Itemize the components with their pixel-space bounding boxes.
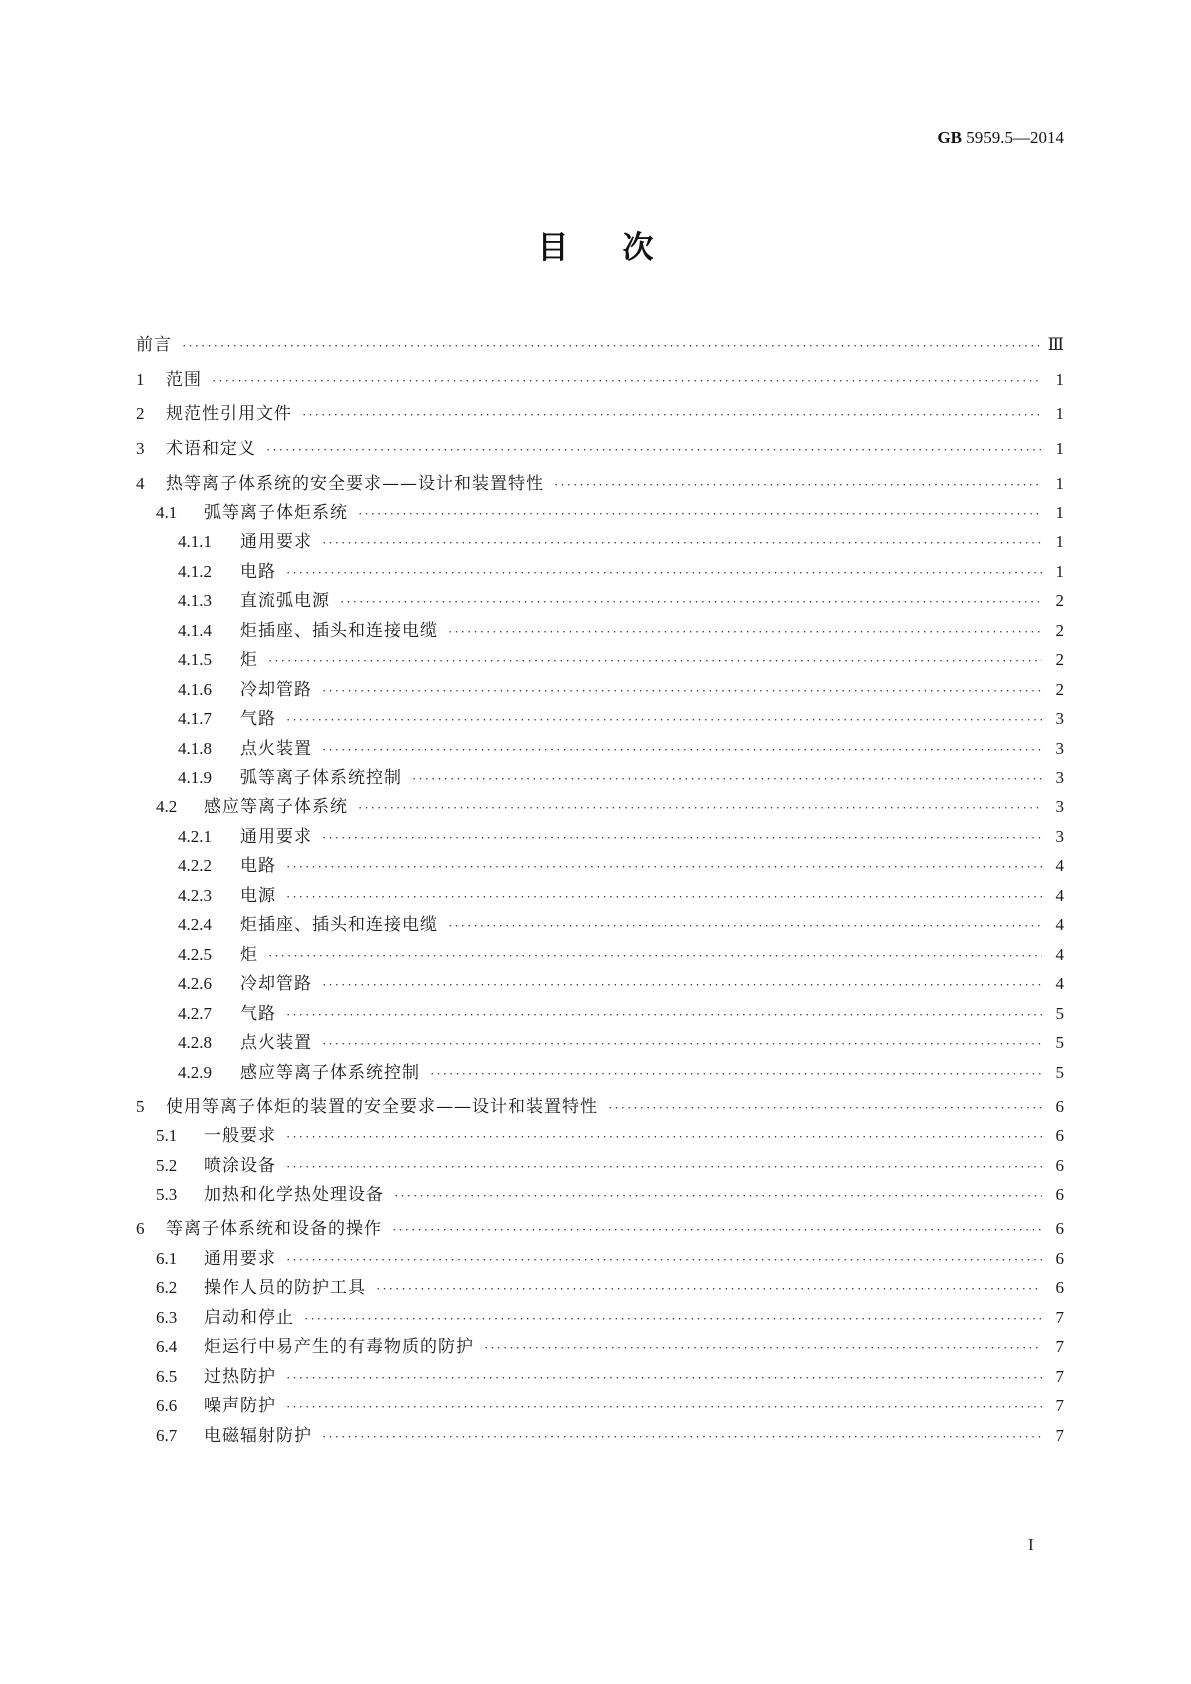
toc-entry-label: 通用要求 — [240, 827, 312, 847]
toc-entry-label: 使用等离子体炬的装置的安全要求——设计和装置特性 — [166, 1097, 598, 1117]
toc-entry-page: 3 — [1055, 739, 1064, 758]
toc-entry-number: 4.1.6 — [178, 680, 212, 699]
toc-leader-dots — [412, 771, 1042, 787]
toc-entry-number: 3 — [136, 439, 145, 458]
page-title: 目次 — [537, 230, 708, 266]
toc-entry-number: 4.2.7 — [178, 1004, 212, 1023]
toc-entry-label: 炬插座、插头和连接电缆 — [240, 621, 438, 641]
toc-leader-dots — [304, 1311, 1042, 1327]
toc-leader-dots — [268, 948, 1042, 964]
toc-leader-dots — [322, 1429, 1042, 1445]
toc-entry[interactable] — [136, 1244, 1064, 1272]
toc-entry-page: 4 — [1055, 915, 1064, 934]
toc-entry-label: 范围 — [166, 370, 202, 390]
toc-entry-label: 直流弧电源 — [240, 591, 330, 611]
toc-entry-number: 4.2.4 — [178, 915, 212, 934]
toc-entry-page: 4 — [1055, 886, 1064, 905]
toc-entry[interactable] — [136, 910, 1064, 938]
toc-entry[interactable] — [136, 434, 1064, 462]
toc-entry-page: 1 — [1055, 404, 1064, 423]
toc-entry[interactable] — [136, 1058, 1064, 1086]
toc-entry-page: 7 — [1055, 1367, 1064, 1386]
toc-entry-number: 5 — [136, 1097, 145, 1116]
toc-entry-label: 启动和停止 — [204, 1308, 294, 1328]
toc-entry-number: 6.7 — [156, 1426, 178, 1445]
toc-leader-dots — [322, 977, 1042, 993]
toc-entry[interactable] — [136, 1214, 1064, 1242]
toc-leader-dots — [554, 477, 1042, 493]
toc-leader-dots — [286, 1129, 1042, 1145]
toc-entry-page: 2 — [1055, 650, 1064, 669]
toc-entry-page: 6 — [1055, 1185, 1064, 1204]
toc-entry-label: 感应等离子体系统控制 — [240, 1063, 420, 1083]
toc-leader-dots — [286, 1159, 1042, 1175]
toc-leader-dots — [302, 407, 1042, 423]
toc-entry-label: 气路 — [240, 709, 276, 729]
toc-entry-page: 6 — [1055, 1126, 1064, 1145]
toc-entry[interactable] — [136, 704, 1064, 732]
toc-entry-label: 炬 — [240, 945, 258, 965]
toc-entry-label: 噪声防护 — [204, 1396, 276, 1416]
page-number: I — [1028, 1535, 1034, 1554]
toc-entry-page: 1 — [1055, 562, 1064, 581]
toc-entry-page: 7 — [1055, 1396, 1064, 1415]
toc-entry-number: 5.3 — [156, 1185, 178, 1204]
toc-entry-page: 1 — [1055, 370, 1064, 389]
toc-entry[interactable] — [136, 1151, 1064, 1179]
toc-entry[interactable] — [136, 1092, 1064, 1120]
toc-leader-dots — [266, 442, 1042, 458]
toc-leader-dots — [448, 918, 1042, 934]
toc-entry-number: 4.1 — [156, 503, 178, 522]
toc-leader-dots — [608, 1100, 1042, 1116]
toc-leader-dots — [340, 594, 1042, 610]
toc-entry-number: 4.1.8 — [178, 739, 212, 758]
toc-entry-label: 通用要求 — [204, 1249, 276, 1269]
toc-entry-label: 气路 — [240, 1004, 276, 1024]
toc-leader-dots — [286, 1399, 1042, 1415]
toc-entry-page: 6 — [1055, 1219, 1064, 1238]
toc-entry-page: 2 — [1055, 680, 1064, 699]
toc-entry[interactable] — [136, 792, 1064, 820]
toc-entry[interactable] — [136, 1028, 1064, 1056]
toc-leader-dots — [286, 1252, 1042, 1268]
toc-entry-label: 电源 — [240, 886, 276, 906]
toc-leader-dots — [394, 1188, 1042, 1204]
toc-entry-number: 6.4 — [156, 1337, 178, 1356]
toc-entry[interactable] — [136, 999, 1064, 1027]
toc-entry-number: 4.2 — [156, 797, 178, 816]
toc-entry-page: 7 — [1055, 1337, 1064, 1356]
toc-leader-dots — [286, 1370, 1042, 1386]
toc-entry-page: 5 — [1055, 1004, 1064, 1023]
standard-prefix: GB — [937, 128, 962, 147]
toc-leader-dots — [392, 1222, 1042, 1238]
toc-entry-page: 6 — [1055, 1249, 1064, 1268]
toc-entry-page: 1 — [1055, 532, 1064, 551]
toc-entry-number: 6.1 — [156, 1249, 178, 1268]
toc-entry-number: 4.1.5 — [178, 650, 212, 669]
toc-entry-number: 4.1.7 — [178, 709, 212, 728]
toc-entry[interactable] — [136, 1362, 1064, 1390]
toc-entry[interactable] — [136, 734, 1064, 762]
toc-entry-number: 6.2 — [156, 1278, 178, 1297]
toc-entry-number: 4.2.1 — [178, 827, 212, 846]
toc-entry-label: 一般要求 — [204, 1126, 276, 1146]
toc-entry[interactable] — [136, 969, 1064, 997]
toc-entry-number: 4.1.4 — [178, 621, 212, 640]
toc-leader-dots — [358, 800, 1042, 816]
toc-entry-page: 3 — [1055, 827, 1064, 846]
toc-leader-dots — [286, 859, 1042, 875]
toc-entry-page: 4 — [1055, 974, 1064, 993]
toc-entry-page: 3 — [1055, 709, 1064, 728]
toc-entry-label: 加热和化学热处理设备 — [204, 1185, 384, 1205]
toc-entry[interactable] — [136, 851, 1064, 879]
toc-entry[interactable] — [136, 822, 1064, 850]
toc-entry-number: 2 — [136, 404, 145, 423]
toc-entry-number: 6.5 — [156, 1367, 178, 1386]
toc-entry-number: 4.2.9 — [178, 1063, 212, 1082]
toc-entry[interactable] — [136, 399, 1064, 427]
toc-entry-page: 6 — [1055, 1156, 1064, 1175]
toc-entry-label: 电磁辐射防护 — [204, 1426, 312, 1446]
toc-entry-number: 6.3 — [156, 1308, 178, 1327]
toc-entry-page: 7 — [1055, 1426, 1064, 1445]
toc-entry-label: 炬运行中易产生的有毒物质的防护 — [204, 1337, 474, 1357]
toc-entry-number: 6 — [136, 1219, 145, 1238]
toc-entry[interactable] — [136, 527, 1064, 555]
toc-entry[interactable] — [136, 1391, 1064, 1419]
toc-entry-label: 电路 — [240, 856, 276, 876]
toc-leader-dots — [322, 830, 1042, 846]
toc-entry-label: 过热防护 — [204, 1367, 276, 1387]
toc-entry-page: 2 — [1055, 621, 1064, 640]
toc-leader-dots — [212, 373, 1042, 389]
toc-leader-dots — [182, 338, 1040, 354]
toc-leader-dots — [322, 1036, 1042, 1052]
toc-entry-page: 4 — [1055, 856, 1064, 875]
toc-entry-label: 通用要求 — [240, 532, 312, 552]
toc-entry-number: 4.2.3 — [178, 886, 212, 905]
toc-entry-number: 5.2 — [156, 1156, 178, 1175]
toc-entry-page: 3 — [1055, 797, 1064, 816]
toc-entry[interactable] — [136, 1421, 1064, 1449]
toc-entry-label: 炬 — [240, 650, 258, 670]
toc-entry-number: 4.1.9 — [178, 768, 212, 787]
toc-leader-dots — [322, 683, 1042, 699]
toc-entry-page: 3 — [1055, 768, 1064, 787]
standard-code — [937, 128, 1064, 148]
toc-entry-label: 点火装置 — [240, 739, 312, 759]
toc-entry[interactable] — [136, 1180, 1064, 1208]
toc-entry-label: 术语和定义 — [166, 439, 256, 459]
toc-entry-label: 喷涂设备 — [204, 1156, 276, 1176]
toc-entry-page: 7 — [1055, 1308, 1064, 1327]
toc-leader-dots — [286, 712, 1042, 728]
toc-entry[interactable] — [136, 881, 1064, 909]
toc-leader-dots — [358, 506, 1042, 522]
toc-entry-number: 5.1 — [156, 1126, 178, 1145]
toc-entry-page: Ⅲ — [1047, 335, 1064, 354]
toc-entry-number: 1 — [136, 370, 145, 389]
toc-entry-label: 感应等离子体系统 — [204, 797, 348, 817]
toc-leader-dots — [268, 653, 1042, 669]
toc-entry[interactable] — [136, 330, 1064, 358]
toc-entry-page: 5 — [1055, 1063, 1064, 1082]
toc-entry-page: 1 — [1055, 474, 1064, 493]
toc-leader-dots — [286, 889, 1042, 905]
toc-entry-label: 弧等离子体炬系统 — [204, 503, 348, 523]
toc-entry-label: 规范性引用文件 — [166, 404, 292, 424]
toc-entry-label: 弧等离子体系统控制 — [240, 768, 402, 788]
toc-entry[interactable] — [136, 586, 1064, 614]
toc-leader-dots — [286, 565, 1042, 581]
toc-entry-page: 5 — [1055, 1033, 1064, 1052]
toc-entry[interactable] — [136, 675, 1064, 703]
toc-entry-number: 4.1.3 — [178, 591, 212, 610]
toc-entry-page: 6 — [1055, 1278, 1064, 1297]
toc-entry[interactable] — [136, 940, 1064, 968]
toc-entry-label: 热等离子体系统的安全要求——设计和装置特性 — [166, 474, 544, 494]
toc-entry[interactable] — [136, 763, 1064, 791]
toc-entry-number: 4.2.8 — [178, 1033, 212, 1052]
toc-entry-page: 6 — [1055, 1097, 1064, 1116]
toc-entry-label: 电路 — [240, 562, 276, 582]
toc-entry-number: 4.2.5 — [178, 945, 212, 964]
toc-entry-label: 冷却管路 — [240, 680, 312, 700]
toc-entry[interactable] — [136, 1121, 1064, 1149]
toc-entry[interactable] — [136, 645, 1064, 673]
toc-leader-dots — [322, 742, 1042, 758]
toc-entry-label: 点火装置 — [240, 1033, 312, 1053]
toc-entry-label: 等离子体系统和设备的操作 — [166, 1219, 382, 1239]
toc-entry-number: 4.2.2 — [178, 856, 212, 875]
toc-leader-dots — [448, 624, 1042, 640]
toc-entry[interactable] — [136, 469, 1064, 497]
toc-entry-label: 操作人员的防护工具 — [204, 1278, 366, 1298]
toc-entry-number: 6.6 — [156, 1396, 178, 1415]
toc-entry-page: 1 — [1055, 503, 1064, 522]
toc-entry-label: 炬插座、插头和连接电缆 — [240, 915, 438, 935]
toc-entry-number: 4.2.6 — [178, 974, 212, 993]
toc-leader-dots — [484, 1340, 1042, 1356]
toc-entry[interactable] — [136, 1332, 1064, 1360]
toc-entry-label: 前言 — [136, 335, 172, 355]
toc-entry-label: 冷却管路 — [240, 974, 312, 994]
toc-entry[interactable] — [136, 1303, 1064, 1331]
toc-entry-page: 4 — [1055, 945, 1064, 964]
toc-leader-dots — [322, 535, 1042, 551]
toc-entry[interactable] — [136, 498, 1064, 526]
standard-number: 5959.5—2014 — [966, 128, 1064, 147]
toc-entry-number: 4.1.1 — [178, 532, 212, 551]
toc-leader-dots — [376, 1281, 1042, 1297]
toc-entry-number: 4 — [136, 474, 145, 493]
toc-entry[interactable] — [136, 616, 1064, 644]
toc-entry[interactable] — [136, 557, 1064, 585]
toc-entry-number: 4.1.2 — [178, 562, 212, 581]
toc-leader-dots — [286, 1007, 1042, 1023]
toc-entry-page: 1 — [1055, 439, 1064, 458]
toc-leader-dots — [430, 1066, 1042, 1082]
toc-entry[interactable] — [136, 365, 1064, 393]
toc-entry-page: 2 — [1055, 591, 1064, 610]
toc-entry[interactable] — [136, 1273, 1064, 1301]
